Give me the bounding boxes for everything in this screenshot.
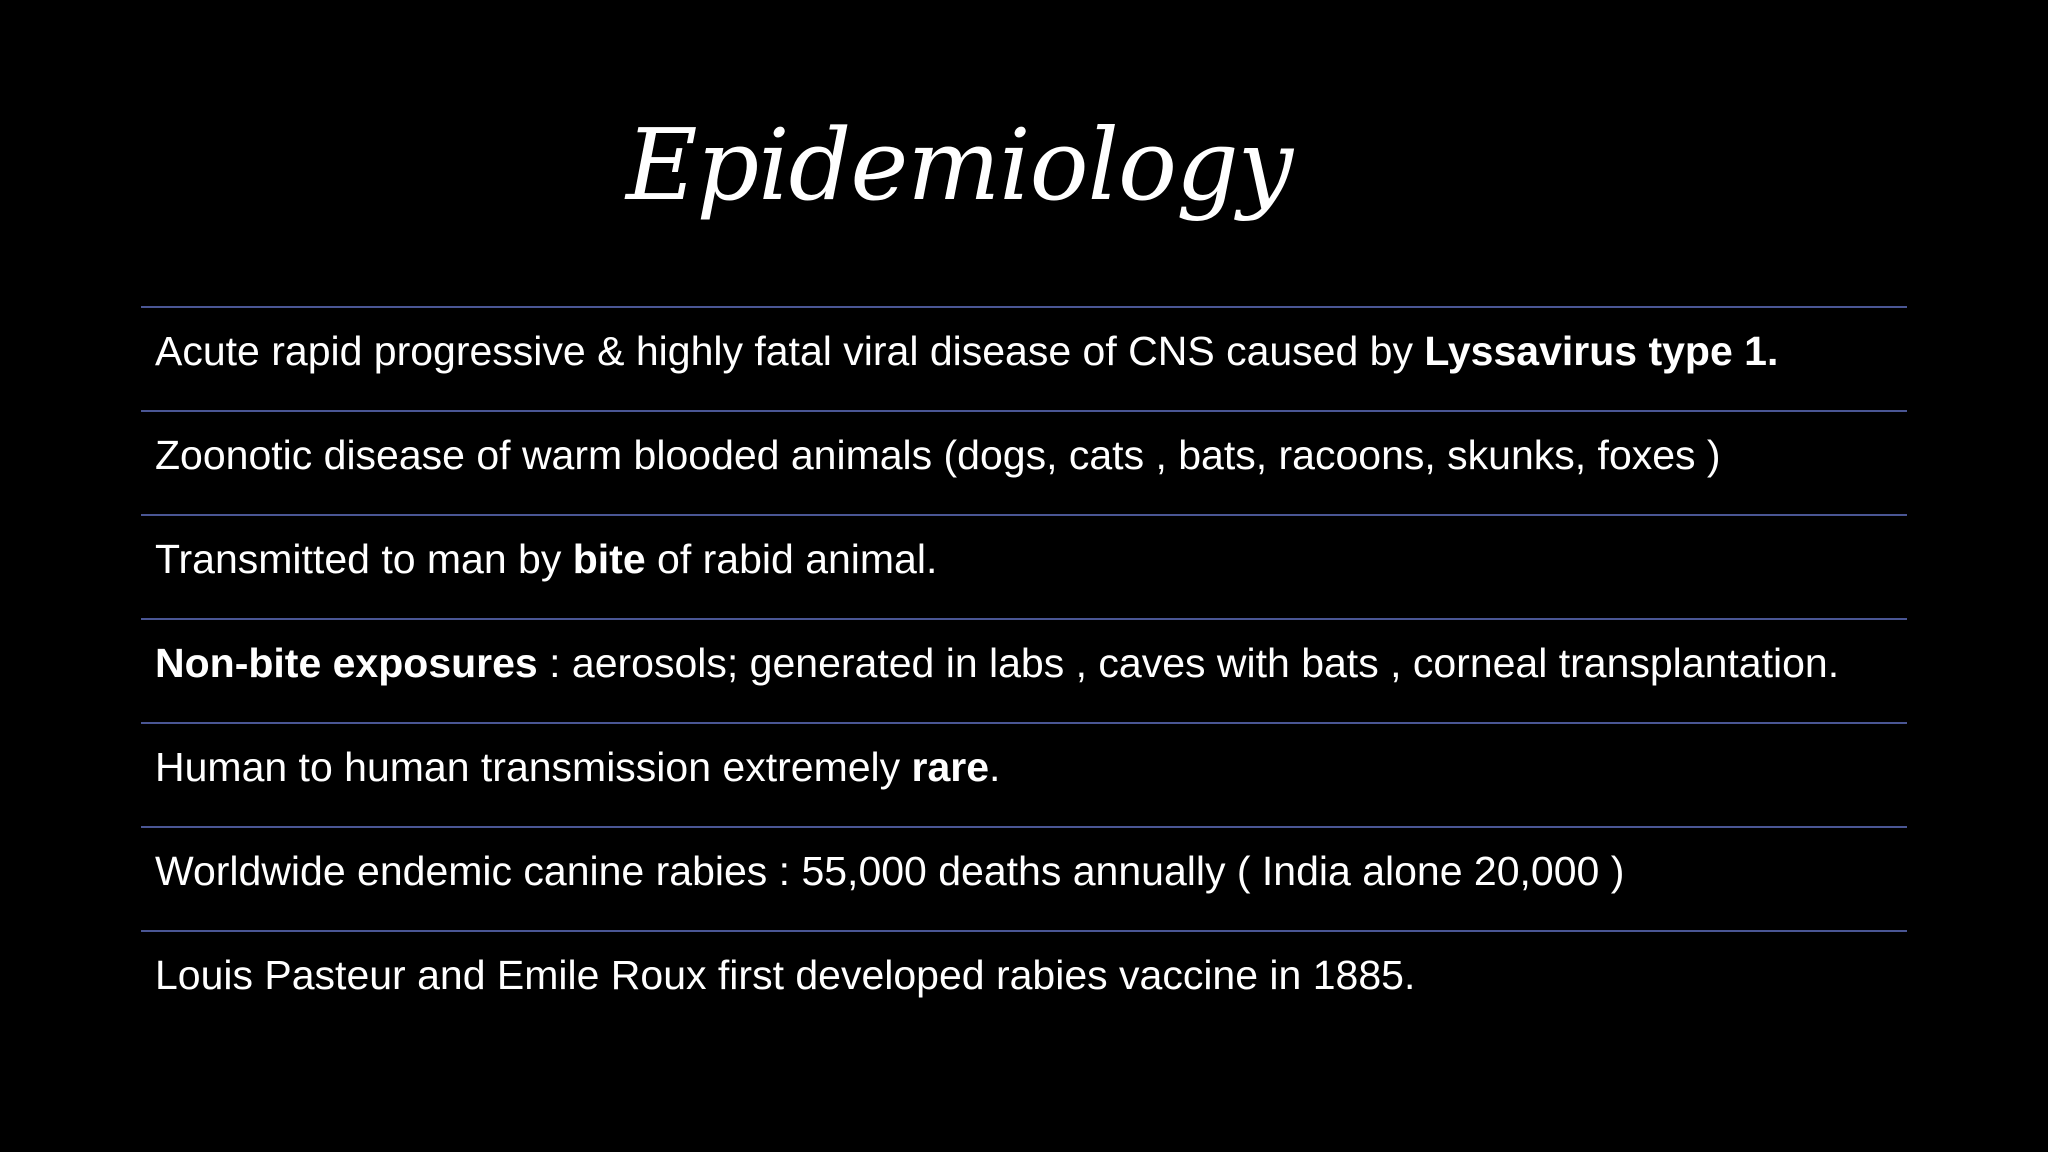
list-item <box>141 722 1907 826</box>
list-item <box>141 930 1907 1034</box>
slide-title: Epidemiology <box>626 109 1293 223</box>
list-item-bold-text: rare <box>911 744 990 790</box>
list-item <box>141 410 1907 514</box>
list-item-text: Human to human transmission extremely <box>155 744 912 790</box>
bullet-list <box>141 306 1907 1034</box>
list-item-bold-text: Lyssavirus type 1. <box>1424 328 1779 374</box>
list-item-text: Zoonotic disease of warm blooded animals (dogs, cats , bats, racoons, skunks, foxes ) <box>155 432 1721 478</box>
list-item-text: Louis Pasteur and Emile Roux first developed rabies vaccine in 1885. <box>155 952 1416 998</box>
list-item-text-continued: : aerosols; generated in labs , caves with bats , corneal transplantation. <box>537 640 1840 686</box>
list-item-bold-text: Non-bite exposures <box>155 640 538 686</box>
list-item <box>141 618 1907 722</box>
list-item-bold-text: bite <box>572 536 646 582</box>
list-item <box>141 306 1907 410</box>
list-item-text-continued: of rabid animal. <box>645 536 938 582</box>
list-item <box>141 514 1907 618</box>
list-item <box>141 826 1907 930</box>
list-item-text: Transmitted to man by <box>155 536 573 582</box>
list-item-text: Worldwide endemic canine rabies : 55,000 deaths annually ( India alone 20,000 ) <box>155 848 1625 894</box>
list-item-text: Acute rapid progressive & highly fatal viral disease of CNS caused by <box>155 328 1425 374</box>
list-item-text-continued: . <box>989 744 1001 790</box>
